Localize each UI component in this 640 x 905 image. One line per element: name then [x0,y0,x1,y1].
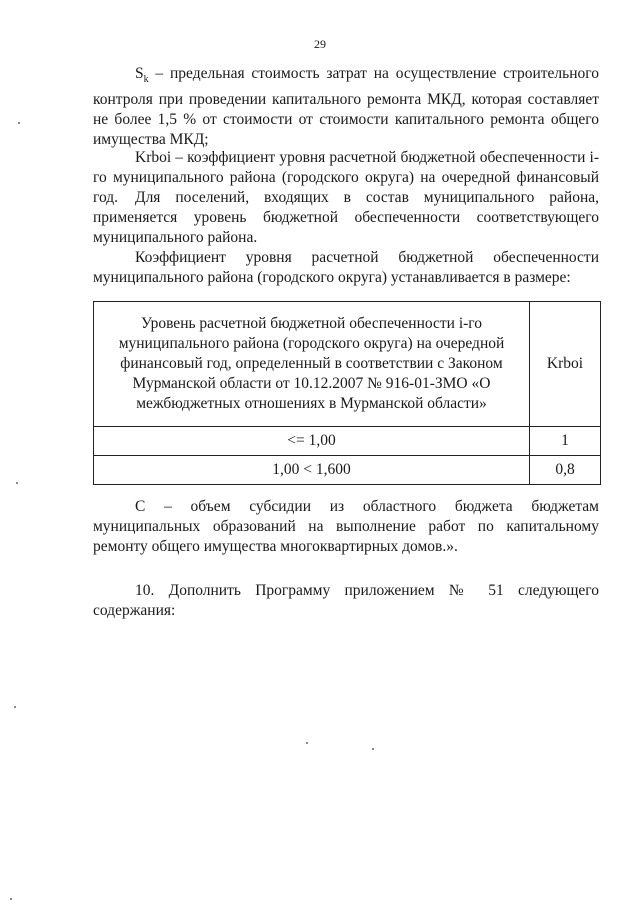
krboi-cell: 0,8 [530,456,601,485]
settlements-paragraph: Для поселений, входящих в состав муниципального района, применяется уровень бюджетной обеспеченности соответствующего муниципального района. [93,189,599,246]
krboi-definition: Krboi – коэффициент уровня расчетной бюджетной обеспеченности i-го муниципального района (городского округа) на очередной финансовый год. [93,149,599,206]
scan-speck [18,122,20,124]
table-row [94,427,601,456]
scan-speck [372,748,374,750]
scan-speck [306,742,308,744]
scan-speck [10,898,12,900]
table-header-row [94,302,601,427]
krboi-table [93,301,601,485]
sk-definition: $S_k$ – предельная стоимость затрат на осуществление строительного контроля при проведении капитального ремонта МКД, которая составляет не более 1,5 % от стоимости от стоимости капитального ремонта общего имущества МКД; [93,65,599,149]
krboi-cell: 1 [530,427,601,456]
scan-speck [14,706,16,708]
table-row [94,456,601,485]
item-10-paragraph: 10. Дополнить Программу приложением № 51 следующего содержания: [93,582,599,619]
level-cell: 1,00 < 1,600 [94,456,530,485]
page-number: 29 [314,37,326,51]
c-definition: С – объем субсидии из областного бюджета бюджетам муниципальных образований на выполнение работ по капитальному ремонту общего имущества многоквартирных домов.». [93,498,599,555]
header-krboi-cell: Krboi [530,302,601,427]
sk-symbol: $S_k$ [135,65,149,86]
scan-speck [16,482,18,484]
coefficient-paragraph: Коэффициент уровня расчетной бюджетной обеспеченности муниципального района (городского округа) устанавливается в размере: [93,249,599,286]
level-cell: <= 1,00 [94,427,530,456]
header-level-cell: Уровень расчетной бюджетной обеспеченности i-го муниципального района (городского округа) на очередной финансовый год, определенный в соответствии с Законом Мурманской области от 10.12.2007 № 916-01-ЗМО «О межбюджетных отношениях в Мурманской области» [94,302,530,427]
